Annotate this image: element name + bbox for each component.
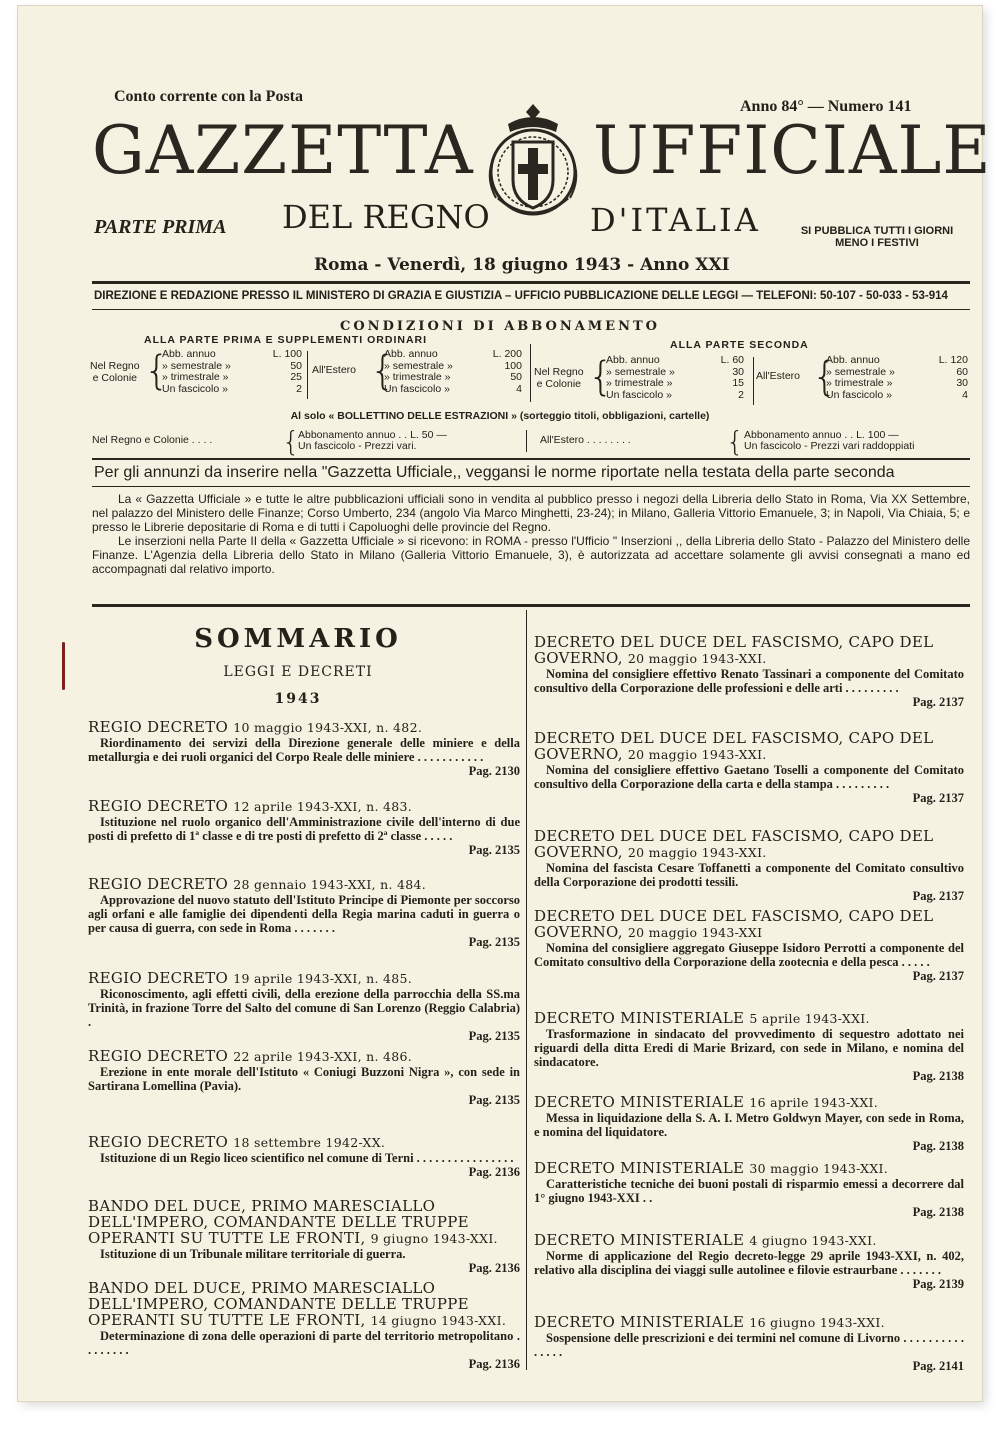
sommario-entry: DECRETO DEL DUCE DEL FASCISMO, CAPO DEL GOVERNO, 20 maggio 1943-XXI. Nomina del fascista Cesare Toffanetti a componente del Comitato consultivo della Corporazione dei prodotti tessili. Pag. 2137 [534, 827, 964, 903]
subscription-estero-parte-prima: All'Estero { Abb. annuo L. 200 » semestrale » 100 » trimestrale » 50 Un fascicolo » 4 [312, 348, 522, 395]
estrazioni-regno: Nel Regno e Colonie . . . . { Abbonamento annuo . . L. 50 — Un fascicolo - Prezzi vari. [92, 425, 447, 458]
price-row: Abb. annuo L. 60 [606, 354, 744, 366]
estrazioni-estero: All'Estero . . . . . . . . { Abbonamento annuo . . L. 100 — Un fascicolo - Prezzi vari raddoppiati [540, 425, 915, 458]
price-row: Abb. annuo L. 200 [384, 348, 522, 360]
price-row: Abb. annuo L. 120 [826, 354, 968, 366]
sommario-entry: REGIO DECRETO 12 aprile 1943-XXI, n. 483. Istituzione nel ruolo organico dell'Amministrazione civile dell'interno di due posti di prefetto di 1ª classe e di tre posti di prefetto di 2ª classe . . . . . Pag. 2135 [88, 797, 520, 857]
column-divider [526, 610, 527, 1370]
parte-prima-subscriptions-title: ALLA PARTE PRIMA E SUPPLEMENTI ORDINARI [144, 334, 428, 346]
publication-frequency: SI PUBBLICA TUTTI I GIORNI MENO I FESTIVI [800, 225, 954, 249]
sommario-entry: DECRETO DEL DUCE DEL FASCISMO, CAPO DEL GOVERNO, 20 maggio 1943-XXI. Nomina del consigliere effettivo Gaetano Toselli a componente del Comitato consultivo della Corporazione della carta e della stampa . . . . . . . . . Pag. 2137 [534, 729, 964, 805]
sommario-entry: REGIO DECRETO 10 maggio 1943-XXI, n. 482. Riordinamento dei servizi della Direzione generale delle miniere e della metallurgia e dei ruoli organici del Corpo Reale delle miniere . . . . . . . . . . . Pag. 2130 [88, 718, 520, 778]
divider [92, 486, 970, 487]
annunzi-notice: Per gli annunzi da inserire nella "Gazzetta Ufficiale,, veggansi le norme riportate nella testata della parte seconda [94, 464, 895, 481]
subscription-regno-parte-seconda: Nel Regno e Colonie { Abb. annuo L. 60 » semestrale » 30 » trimestrale » 15 Un fascicolo » 2 [534, 354, 744, 401]
sommario-entry: DECRETO MINISTERIALE 4 giugno 1943-XXI. Norme di applicazione del Regio decreto-legge 29 aprile 1943-XXI, n. 402, relativo alla disciplina dei viaggi sulle autolinee e filovie estraurbane . . . . . . . Pag. 2139 [534, 1231, 964, 1291]
subscription-regno-parte-prima: Nel Regno e Colonie { Abb. annuo L. 100 » semestrale » 50 » trimestrale » 25 Un fascicolo » 2 [90, 348, 302, 395]
sommario-entry: DECRETO MINISTERIALE 5 aprile 1943-XXI. Trasformazione in sindacato del provvedimento di sequestro adottato nei riguardi della ditta Eredi di Marie Brizard, con sede in Milano, e nomina del sindacatore. Pag. 2138 [534, 1009, 964, 1083]
intro-paragraph: La « Gazzetta Ufficiale » e tutte le altre pubblicazioni ufficiali sono in vendita al pubblico presso i negozi della Libreria dello Stato in Roma, Via XX Settembre, nel palazzo del Ministero delle Finanze; Corso Umberto, 234 (angolo Via Marco Minghetti, 23-24); in Milano, Galleria Vittorio Emanuele, 3; in Napoli, Via Chiaia, 5; e presso le Librerie depositarie di Roma e di tutti i Capoluoghi delle provincie del Regno. [92, 492, 970, 534]
price-row: » trimestrale » 50 [384, 371, 522, 384]
divider [92, 604, 970, 607]
price-row: » trimestrale » 25 [162, 371, 302, 384]
coat-of-arms-icon [478, 102, 588, 232]
sommario-entry: REGIO DECRETO 19 aprile 1943-XXI, n. 485. Riconoscimento, agli effetti civili, della erezione della parrocchia della SS.ma Trinità, in frazione Torre del Salto del comune di San Lorenzo (Reggio Calabria) . Pag. 2135 [88, 969, 520, 1043]
price-row: Abb. annuo L. 100 [162, 348, 302, 360]
sommario-entry: DECRETO DEL DUCE DEL FASCISMO, CAPO DEL GOVERNO, 20 maggio 1943-XXI Nomina del consigliere aggregato Giuseppe Isidoro Perrotti a componente del Comitato consultivo della Corporazione della zootecnia e della pesca . . . . . Pag. 2137 [534, 907, 964, 983]
direzione-line: DIREZIONE E REDAZIONE PRESSO IL MINISTERO DI GRAZIA E GIUSTIZIA – UFFICIO PUBBLICAZIONE DELLE LEGGI — TELEFONI: 50-107 - 50-033 - 53-914 [94, 290, 948, 302]
subtitle-italia: D'ITALIA [590, 201, 761, 239]
intro-paragraph: Le inserzioni nella Parte II della « Gazzetta Ufficiale » si ricevono: in ROMA - presso l'Ufficio " Inserzioni ,, della Libreria dello Stato - Palazzo del Ministero delle Finanze. L'Agenzia della Libreria dello Stato in Milano (Galleria Vittorio Emanuele, 3), è autorizzata ad accettare solamente gli avvisi consegnati a mano ed accompagnati dal relativo importo. [92, 534, 970, 576]
sommario-entry: DECRETO MINISTERIALE 16 giugno 1943-XXI. Sospensione delle prescrizioni e dei termini nel comune di Livorno . . . . . . . . . . . . . . . Pag. 2141 [534, 1313, 964, 1373]
subtitle-del-regno: DEL REGNO [282, 198, 490, 236]
anno-numero: Anno 84° — Numero 141 [740, 98, 912, 115]
price-row: » trimestrale » 30 [826, 377, 968, 390]
price-row: Un fascicolo » 2 [606, 388, 744, 401]
price-row: Un fascicolo » 4 [384, 382, 522, 395]
conto-corrente: Conto corrente con la Posta [114, 88, 303, 105]
dateline: Roma - Venerdì, 18 giugno 1943 - Anno XXI [314, 255, 730, 275]
sommario-entry: DECRETO DEL DUCE DEL FASCISMO, CAPO DEL GOVERNO, 20 maggio 1943-XXI. Nomina del consigliere effettivo Renato Tassinari a componente del Comitato consultivo della Corporazione delle professioni e delle arti . . . . . . . . . Pag. 2137 [534, 633, 964, 709]
intro-text [92, 492, 970, 576]
newspaper-page [18, 6, 992, 1401]
price-row: » semestrale » 60 [826, 365, 968, 378]
sommario-entry: REGIO DECRETO 18 settembre 1942-XX. Istituzione di un Regio liceo scientifico nel comune di Terni . . . . . . . . . . . . . . . . Pag. 2136 [88, 1133, 520, 1179]
divider [92, 281, 970, 284]
parte-seconda-subscriptions-title: ALLA PARTE SECONDA [670, 339, 809, 351]
price-row: » semestrale » 100 [384, 359, 522, 372]
subscription-estero-parte-seconda: All'Estero { Abb. annuo L. 120 » semestrale » 60 » trimestrale » 30 Un fascicolo » 4 [756, 354, 968, 401]
sommario-entry: REGIO DECRETO 28 gennaio 1943-XXI, n. 484. Approvazione del nuovo statuto dell'Istituto Principe di Piemonte per soccorso agli orfani e alle famiglie dei dipendenti della Regia marina caduti in guerra o per causa di guerra, con sede in Roma . . . . . . . Pag. 2135 [88, 875, 520, 949]
parte-prima: PARTE PRIMA [94, 216, 227, 238]
sommario-title: SOMMARIO [194, 624, 402, 654]
bollettino-estrazioni: Al solo « BOLLETTINO DELLE ESTRAZIONI » (sorteggio titoli, obbligazioni, cartelle) [290, 410, 710, 422]
divider [92, 309, 970, 310]
price-row: » semestrale » 50 [162, 359, 302, 372]
price-row: » semestrale » 30 [606, 365, 744, 378]
pencil-mark [62, 642, 65, 690]
section-title: LEGGI E DECRETI [223, 664, 373, 680]
section-year: 1943 [274, 691, 322, 707]
price-row: Un fascicolo » 4 [826, 388, 968, 401]
sommario-entry: DECRETO MINISTERIALE 16 aprile 1943-XXI. Messa in liquidazione della S. A. I. Metro Goldwyn Mayer, con sede in Roma, e nomina del liquidatore. Pag. 2138 [534, 1093, 964, 1153]
price-row: Un fascicolo » 2 [162, 382, 302, 395]
abbonamento-title: CONDIZIONI DI ABBONAMENTO [340, 319, 660, 334]
sommario-entry: BANDO DEL DUCE, PRIMO MARESCIALLO DELL'IMPERO, COMANDANTE DELLE TRUPPE OPERANTI SU TUTTE LE FRONTI, 14 giugno 1943-XXI. Determinazione di zona delle operazioni di parte del territorio metropolitano . . . . . . . . Pag. 2136 [88, 1279, 520, 1371]
title-ufficiale: UFFICIALE [593, 112, 992, 189]
divider [92, 458, 970, 460]
title-gazzetta: GAZZETTA [92, 112, 474, 189]
price-row: » trimestrale » 15 [606, 377, 744, 390]
sommario-entry: DECRETO MINISTERIALE 30 maggio 1943-XXI. Caratteristiche tecniche dei buoni postali di risparmio emessi a decorrere dal 1° giugno 1943-XXI . . Pag. 2138 [534, 1159, 964, 1219]
sommario-entry: BANDO DEL DUCE, PRIMO MARESCIALLO DELL'IMPERO, COMANDANTE DELLE TRUPPE OPERANTI SU TUTTE LE FRONTI, 9 giugno 1943-XXI. Istituzione di un Tribunale militare territoriale di guerra. Pag. 2136 [88, 1197, 520, 1275]
sommario-entry: REGIO DECRETO 22 aprile 1943-XXI, n. 486. Erezione in ente morale dell'Istituto « Coniugi Buzzoni Nigra », con sede in Sartirana Lomellina (Pavia). Pag. 2135 [88, 1047, 520, 1107]
